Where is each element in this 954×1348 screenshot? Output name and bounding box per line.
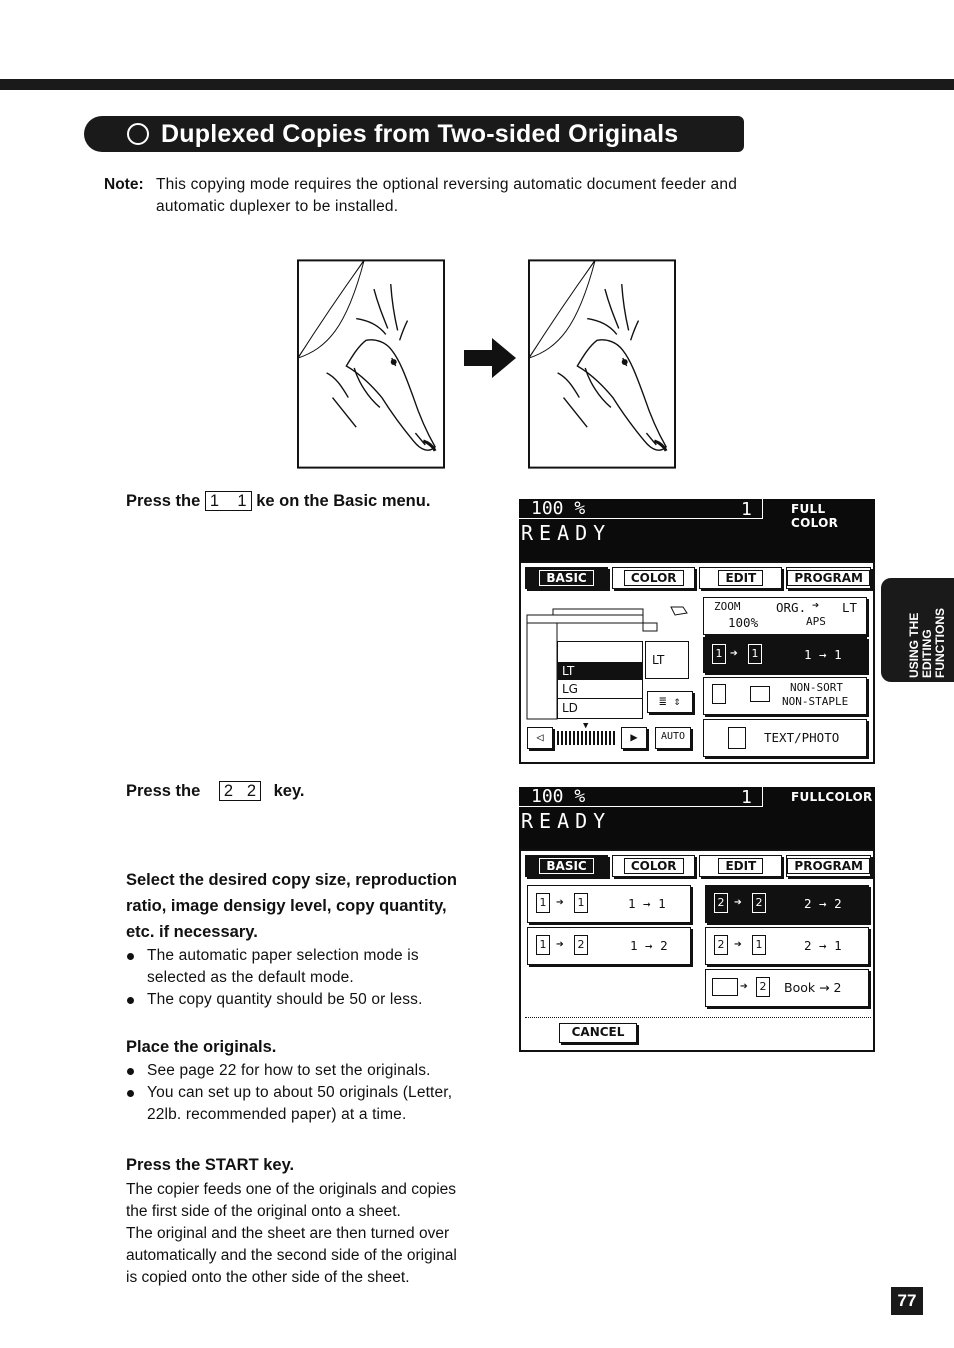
tab-basic[interactable] (525, 567, 608, 589)
control-panel-duplex (519, 787, 875, 1052)
top-rule (0, 79, 954, 90)
two-sided-copy-icon: 2 (574, 935, 588, 955)
duplex-2-1-label: 2 → 1 (804, 938, 842, 953)
control-panel-basic (519, 499, 875, 764)
body-line: the first side of the original onto a sheet. (126, 1203, 401, 1220)
one-sided-original-icon: 1 (712, 644, 726, 664)
non-staple-label: NON-STAPLE (782, 695, 849, 708)
key-2-2: 2 2 (219, 781, 261, 801)
arrow-icon: ➔ (734, 895, 742, 910)
duplex-1-1-button[interactable] (527, 885, 691, 923)
tab-basic[interactable] (525, 855, 608, 877)
page-number: 77 (891, 1287, 923, 1315)
bullet-text: The automatic paper selection mode is (147, 947, 419, 964)
density-marker-icon: ▼ (583, 721, 589, 731)
one-sided-original-icon: 1 (536, 893, 550, 913)
bullet-text: You can set up to about 50 originals (Letter, (147, 1084, 453, 1101)
image-mode-label: TEXT/PHOTO (764, 730, 840, 745)
bullet-text: 22lb. recommended paper) at a time. (147, 1106, 407, 1123)
status-ready: READY (521, 809, 612, 833)
original-sheet-illustration (297, 259, 445, 469)
step-2-pre: Press the (126, 782, 201, 800)
zoom-readout: 100 % (519, 787, 763, 807)
paper-size-ld[interactable]: LD (562, 701, 578, 715)
one-sided-copy-icon: 1 (574, 893, 588, 913)
tab-program-label: PROGRAM (787, 570, 870, 586)
document-icon (728, 727, 746, 749)
color-mode-label: FULL COLOR (791, 502, 839, 530)
left-triangle-icon: ◁ (536, 730, 544, 744)
tab-basic-label: BASIC (539, 570, 593, 586)
paper-select-updown-button[interactable] (647, 691, 693, 713)
panel-1-body (519, 561, 875, 764)
section-side-tab (881, 578, 954, 682)
panel-2-tabs (525, 855, 871, 877)
list-item (126, 1082, 494, 1126)
right-triangle-icon: ▶ (630, 730, 638, 744)
duplex-1-1-label: 1 → 1 (804, 647, 842, 662)
list-item (126, 1060, 494, 1082)
org-label: ORG. (776, 600, 807, 615)
tab-color-label: COLOR (624, 858, 684, 874)
non-sort-icon (712, 684, 726, 704)
book-original-icon (712, 978, 738, 996)
paper-size-lg[interactable]: LG (558, 680, 642, 699)
step-5-heading: Press the START key. (126, 1156, 295, 1174)
step-2 (126, 781, 304, 801)
duplex-1-1-label: 1 → 1 (628, 896, 666, 911)
tab-program-label: PROGRAM (787, 858, 870, 874)
one-sided-original-icon: 1 (536, 935, 550, 955)
bullet-text: The copy quantity should be 50 or less. (147, 991, 423, 1008)
step-3-bullets (126, 945, 494, 1011)
step-3-heading (126, 867, 496, 945)
two-sided-original-icon: 2 (714, 893, 728, 913)
body-line: The copier feeds one of the originals and copies (126, 1181, 457, 1198)
note-text-line2: automatic duplexer to be installed. (156, 198, 399, 215)
tab-program[interactable] (786, 855, 871, 877)
step-5-body (126, 1179, 494, 1289)
note-label: Note: (104, 176, 144, 193)
paper-size-lt[interactable]: LT (558, 662, 642, 680)
tab-edit-label: EDIT (718, 858, 763, 874)
duplex-2-1-button[interactable] (705, 927, 869, 965)
arrow-icon: ➔ (734, 937, 742, 952)
tab-edit[interactable] (699, 855, 782, 877)
divider (525, 1017, 871, 1018)
color-mode-label: FULLCOLOR (791, 790, 873, 804)
right-arrow-icon (464, 338, 516, 378)
page-title: Duplexed Copies from Two-sided Originals (161, 119, 679, 148)
bullet-text: selected as the default mode. (147, 969, 354, 986)
side-tab-line: FUNCTIONS (933, 608, 947, 678)
zoom-org-button[interactable] (703, 597, 867, 635)
duplex-2-2-label: 2 → 2 (804, 896, 842, 911)
book-2-button[interactable] (705, 969, 869, 1007)
two-sided-copy-icon: 2 (752, 893, 766, 913)
status-ready: READY (521, 521, 612, 545)
non-staple-icon (750, 686, 770, 702)
step-4-heading: Place the originals. (126, 1038, 277, 1056)
step-1-post: ke on the Basic menu. (256, 492, 431, 510)
tab-basic-label: BASIC (539, 858, 593, 874)
tab-edit[interactable] (699, 567, 782, 589)
aps-label: APS (806, 615, 826, 628)
image-mode-button[interactable] (703, 719, 867, 757)
up-down-icon: ≣ ⇕ (659, 694, 681, 708)
step-3-line3: etc. if necessary. (126, 923, 258, 941)
side-tab-line: EDITING (920, 629, 934, 678)
side-tab-text (908, 608, 947, 678)
duplex-1-2-label: 1 → 2 (630, 938, 668, 953)
duplex-copy-illustration (528, 259, 676, 469)
cancel-button[interactable]: CANCEL (559, 1023, 637, 1043)
two-sided-original-icon: 2 (714, 935, 728, 955)
list-item (126, 945, 494, 989)
section-title-banner (84, 116, 744, 152)
arrow-icon: ➔ (556, 895, 564, 910)
key-1-1: 1 1 (205, 491, 252, 511)
density-scale (557, 731, 617, 745)
panel-1-header (519, 499, 875, 561)
tab-edit-label: EDIT (718, 570, 763, 586)
panel-2-body (519, 849, 875, 1052)
panel-1-tabs (525, 567, 871, 589)
copy-quantity: 1 (741, 499, 752, 520)
note-block (104, 174, 848, 218)
circle-icon (127, 123, 149, 145)
zoom-label: ZOOM (714, 600, 741, 613)
book-2-label: Book → 2 (784, 980, 842, 995)
step-4-bullets (126, 1060, 494, 1126)
copy-quantity: 1 (741, 787, 752, 808)
density-darker-button[interactable] (621, 727, 647, 749)
zoom-value: 100% (728, 615, 759, 630)
arrow-icon: ➔ (740, 979, 748, 994)
bullet-text: See page 22 for how to set the originals. (147, 1062, 431, 1079)
tab-color[interactable] (612, 567, 695, 589)
tab-color[interactable] (612, 855, 695, 877)
arrow-icon: ➔ (556, 937, 564, 952)
list-item (126, 989, 494, 1011)
auto-density-button[interactable]: AUTO (655, 727, 691, 749)
step-3-line1: Select the desired copy size, reproduction (126, 871, 458, 889)
tab-program[interactable] (786, 567, 871, 589)
org-size: LT (842, 600, 858, 615)
body-line: The original and the sheet are then turned over (126, 1225, 450, 1242)
duplex-1-2-button[interactable] (527, 927, 691, 965)
body-line: automatically and the second side of the original (126, 1247, 457, 1264)
panel-2-header (519, 787, 875, 849)
side-tab-line: USING THE (907, 612, 921, 678)
right-arrow-small-icon: ➔ (812, 598, 820, 612)
density-lighter-button[interactable] (527, 727, 553, 749)
one-sided-copy-icon: 1 (752, 935, 766, 955)
step-1-pre: Press the (126, 492, 201, 510)
step-1 (126, 491, 430, 511)
one-sided-copy-icon: 1 (748, 644, 762, 664)
two-sided-copy-icon: 2 (756, 977, 770, 997)
bypass-tray-button[interactable]: LT (645, 641, 689, 679)
paper-size-list (557, 641, 643, 719)
sort-staple-button[interactable] (703, 677, 867, 715)
body-line: is copied onto the other side of the sheet. (126, 1269, 410, 1286)
duplex-1-1-button[interactable] (703, 637, 867, 673)
arrow-icon: ➔ (730, 646, 738, 661)
step-2-post: key. (273, 782, 305, 800)
duplex-2-2-button[interactable] (705, 885, 869, 923)
step-3-line2: ratio, image densigy level, copy quantity, (126, 897, 447, 915)
tab-color-label: COLOR (624, 570, 684, 586)
note-text-line1: This copying mode requires the optional reversing automatic document feeder and (156, 176, 738, 193)
non-sort-label: NON-SORT (790, 681, 843, 694)
zoom-readout: 100 % (519, 499, 763, 519)
